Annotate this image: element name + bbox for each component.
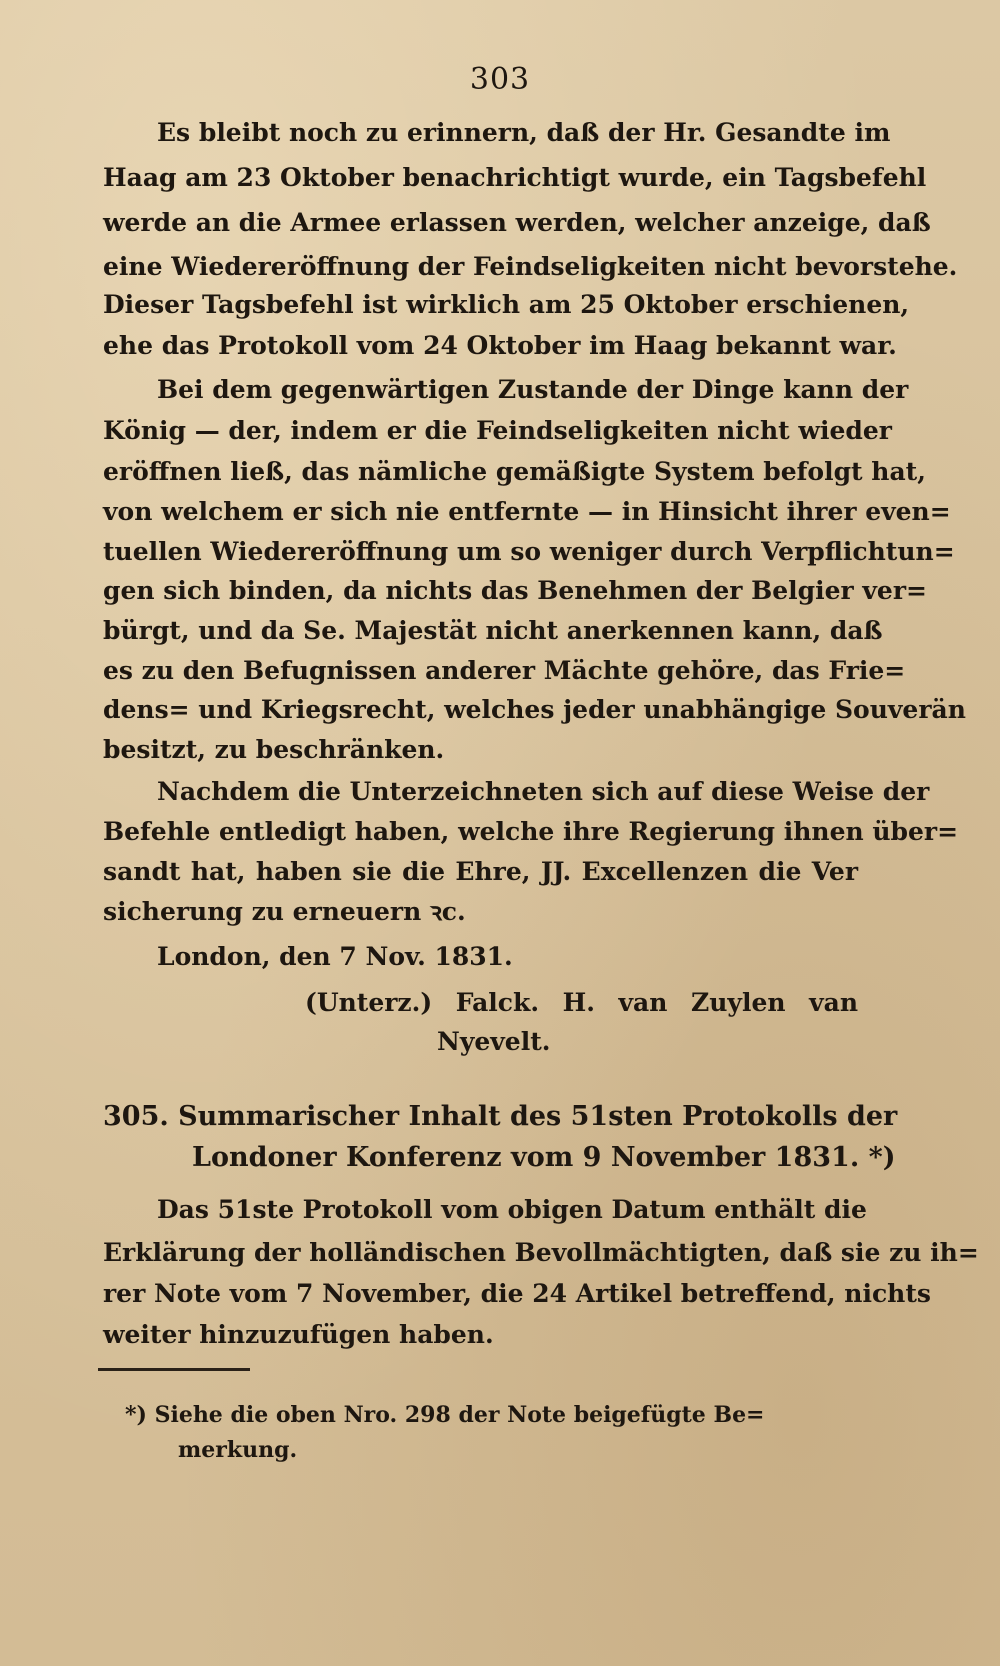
text-line: besitzt, zu beschränken. (103, 735, 445, 764)
text-line: Nachdem die Unterzeichneten sich auf diese Weise der (157, 777, 930, 806)
footnote-line: *) Siehe die oben Nro. 298 der Note beigefügte Be= (125, 1402, 765, 1428)
text-line: sicherung zu erneuern ꝛc. (103, 897, 466, 926)
footnote-line: merkung. (178, 1437, 298, 1463)
text-line: Das 51ste Protokoll vom obigen Datum enthält die (157, 1195, 867, 1224)
text-line: gen sich binden, da nichts das Benehmen der Belgier ver= (103, 576, 927, 605)
text-line: tuellen Wiedereröffnung um so weniger durch Verpflichtun= (103, 537, 955, 566)
text-line: Dieser Tagsbefehl ist wirklich am 25 Oktober erschienen, (103, 290, 910, 319)
footnote-divider (98, 1368, 250, 1371)
section-heading: 305. Summarischer Inhalt des 51sten Protokolls der (103, 1101, 898, 1132)
section-heading: Londoner Konferenz vom 9 November 1831. *) (192, 1142, 896, 1173)
text-line: König — der, indem er die Feindseligkeiten nicht wieder (103, 416, 892, 445)
text-line: eine Wiedereröffnung der Feindseligkeiten nicht bevorstehe. (103, 252, 958, 281)
text-line: Haag am 23 Oktober benachrichtigt wurde, ein Tagsbefehl (103, 163, 927, 192)
text-line: Bei dem gegenwärtigen Zustande der Dinge kann der (157, 375, 909, 404)
text-line: Erklärung der holländischen Bevollmächtigten, daß sie zu ih= (103, 1238, 979, 1267)
text-line: Es bleibt noch zu erinnern, daß der Hr. Gesandte im (157, 118, 891, 147)
text-line: weiter hinzuzufügen haben. (103, 1320, 494, 1349)
text-line: Befehle entledigt haben, welche ihre Regierung ihnen über= (103, 817, 959, 846)
place-date: London, den 7 Nov. 1831. (157, 942, 513, 971)
text-line: werde an die Armee erlassen werden, welcher anzeige, daß (103, 208, 931, 237)
signature-line: (Unterz.) Falck. H. van Zuylen van (305, 988, 858, 1017)
text-line: es zu den Befugnissen anderer Mächte gehöre, das Frie= (103, 656, 906, 685)
text-line: bürgt, und da Se. Majestät nicht anerkennen kann, daß (103, 616, 883, 645)
text-line: ehe das Protokoll vom 24 Oktober im Haag bekannt war. (103, 331, 897, 360)
text-line: sandt hat, haben sie die Ehre, JJ. Excellenzen die Ver (103, 857, 858, 886)
text-line: dens= und Kriegsrecht, welches jeder unabhängige Souverän (103, 695, 966, 724)
page-number: 303 (469, 62, 531, 97)
text-line: rer Note vom 7 November, die 24 Artikel betreffend, nichts (103, 1279, 931, 1308)
text-line: eröffnen ließ, das nämliche gemäßigte System befolgt hat, (103, 457, 926, 486)
signature-line: Nyevelt. (437, 1027, 551, 1056)
text-line: von welchem er sich nie entfernte — in Hinsicht ihrer even= (103, 497, 951, 526)
